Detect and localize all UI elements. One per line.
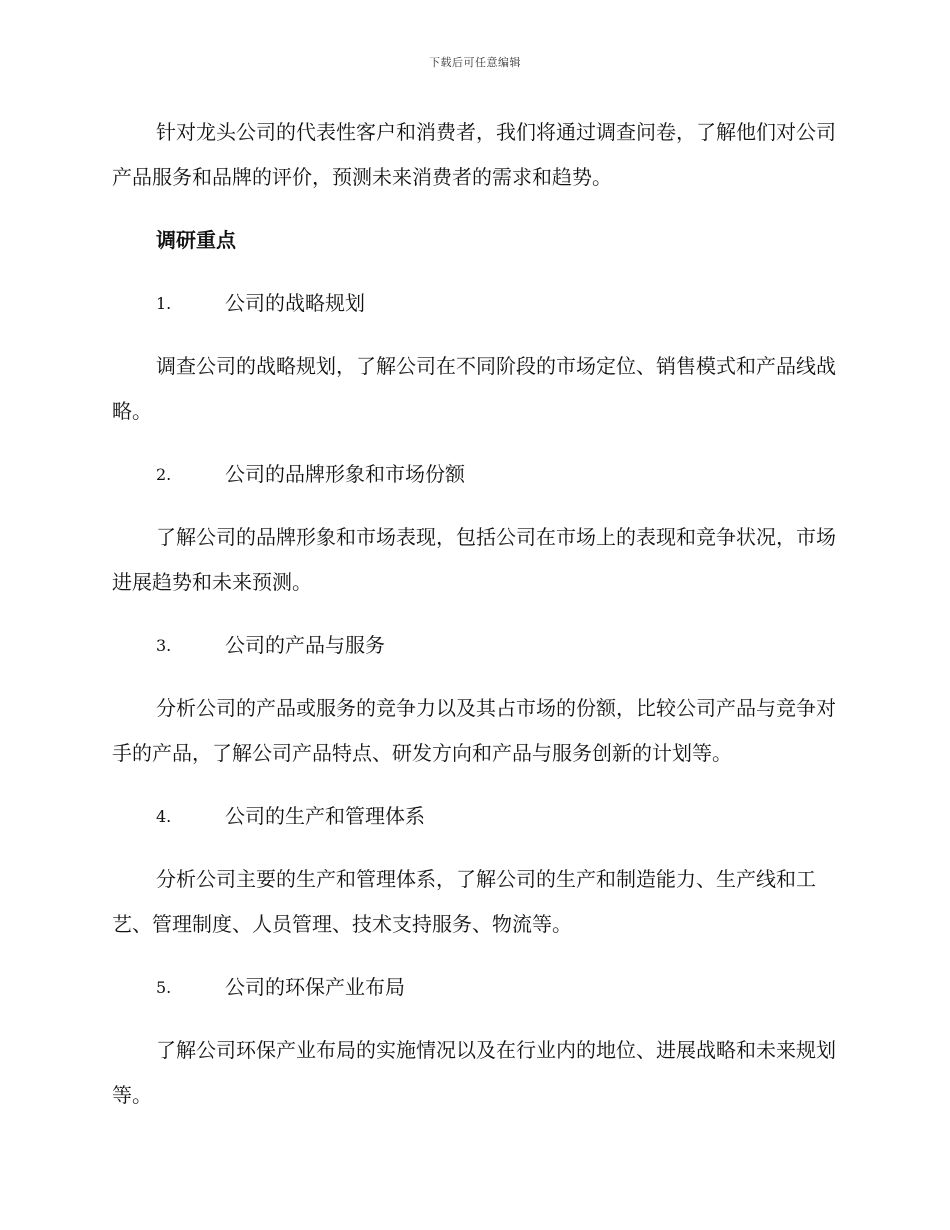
list-item-1-body: 调查公司的战略规划，了解公司在不同阶段的市场定位、销售模式和产品线战略。 xyxy=(112,354,836,423)
list-item-2-body: 了解公司的品牌形象和市场表现，包括公司在市场上的表现和竞争状况，市场进展趋势和未来预测。 xyxy=(112,525,836,594)
list-item-3-heading xyxy=(156,623,840,668)
list-item-title: 公司的品牌形象和市场份额 xyxy=(225,462,465,486)
section-heading: 调研重点 xyxy=(156,228,236,252)
list-item-number: 3. xyxy=(156,636,172,655)
list-item-4-heading xyxy=(156,794,840,839)
page-header: 下载后可任意编辑 xyxy=(429,56,521,69)
list-item-number: 1. xyxy=(156,294,172,313)
list-item-title: 公司的环保产业布局 xyxy=(225,975,405,999)
list-item-title: 公司的生产和管理体系 xyxy=(225,804,425,828)
list-item-number: 2. xyxy=(156,465,172,484)
document-body xyxy=(112,110,840,1136)
list-item-title: 公司的战略规划 xyxy=(225,291,365,315)
list-item-4-body: 分析公司主要的生产和管理体系，了解公司的生产和制造能力、生产线和工艺、管理制度、人员管理、技术支持服务、物流等。 xyxy=(112,867,816,936)
list-item-title: 公司的产品与服务 xyxy=(225,633,385,657)
list-item-5-body: 了解公司环保产业布局的实施情况以及在行业内的地位、进展战略和未来规划等。 xyxy=(112,1038,836,1107)
list-item-5-heading xyxy=(156,965,840,1010)
list-item-number: 5. xyxy=(156,978,172,997)
list-item-2-heading xyxy=(156,452,840,497)
list-item-1-heading xyxy=(156,281,840,326)
intro-paragraph: 针对龙头公司的代表性客户和消费者，我们将通过调查问卷，了解他们对公司产品服务和品牌的评价，预测未来消费者的需求和趋势。 xyxy=(112,120,836,189)
list-item-number: 4. xyxy=(156,807,172,826)
list-item-3-body: 分析公司的产品或服务的竞争力以及其占市场的份额，比较公司产品与竞争对手的产品，了解公司产品特点、研发方向和产品与服务创新的计划等。 xyxy=(112,696,836,765)
